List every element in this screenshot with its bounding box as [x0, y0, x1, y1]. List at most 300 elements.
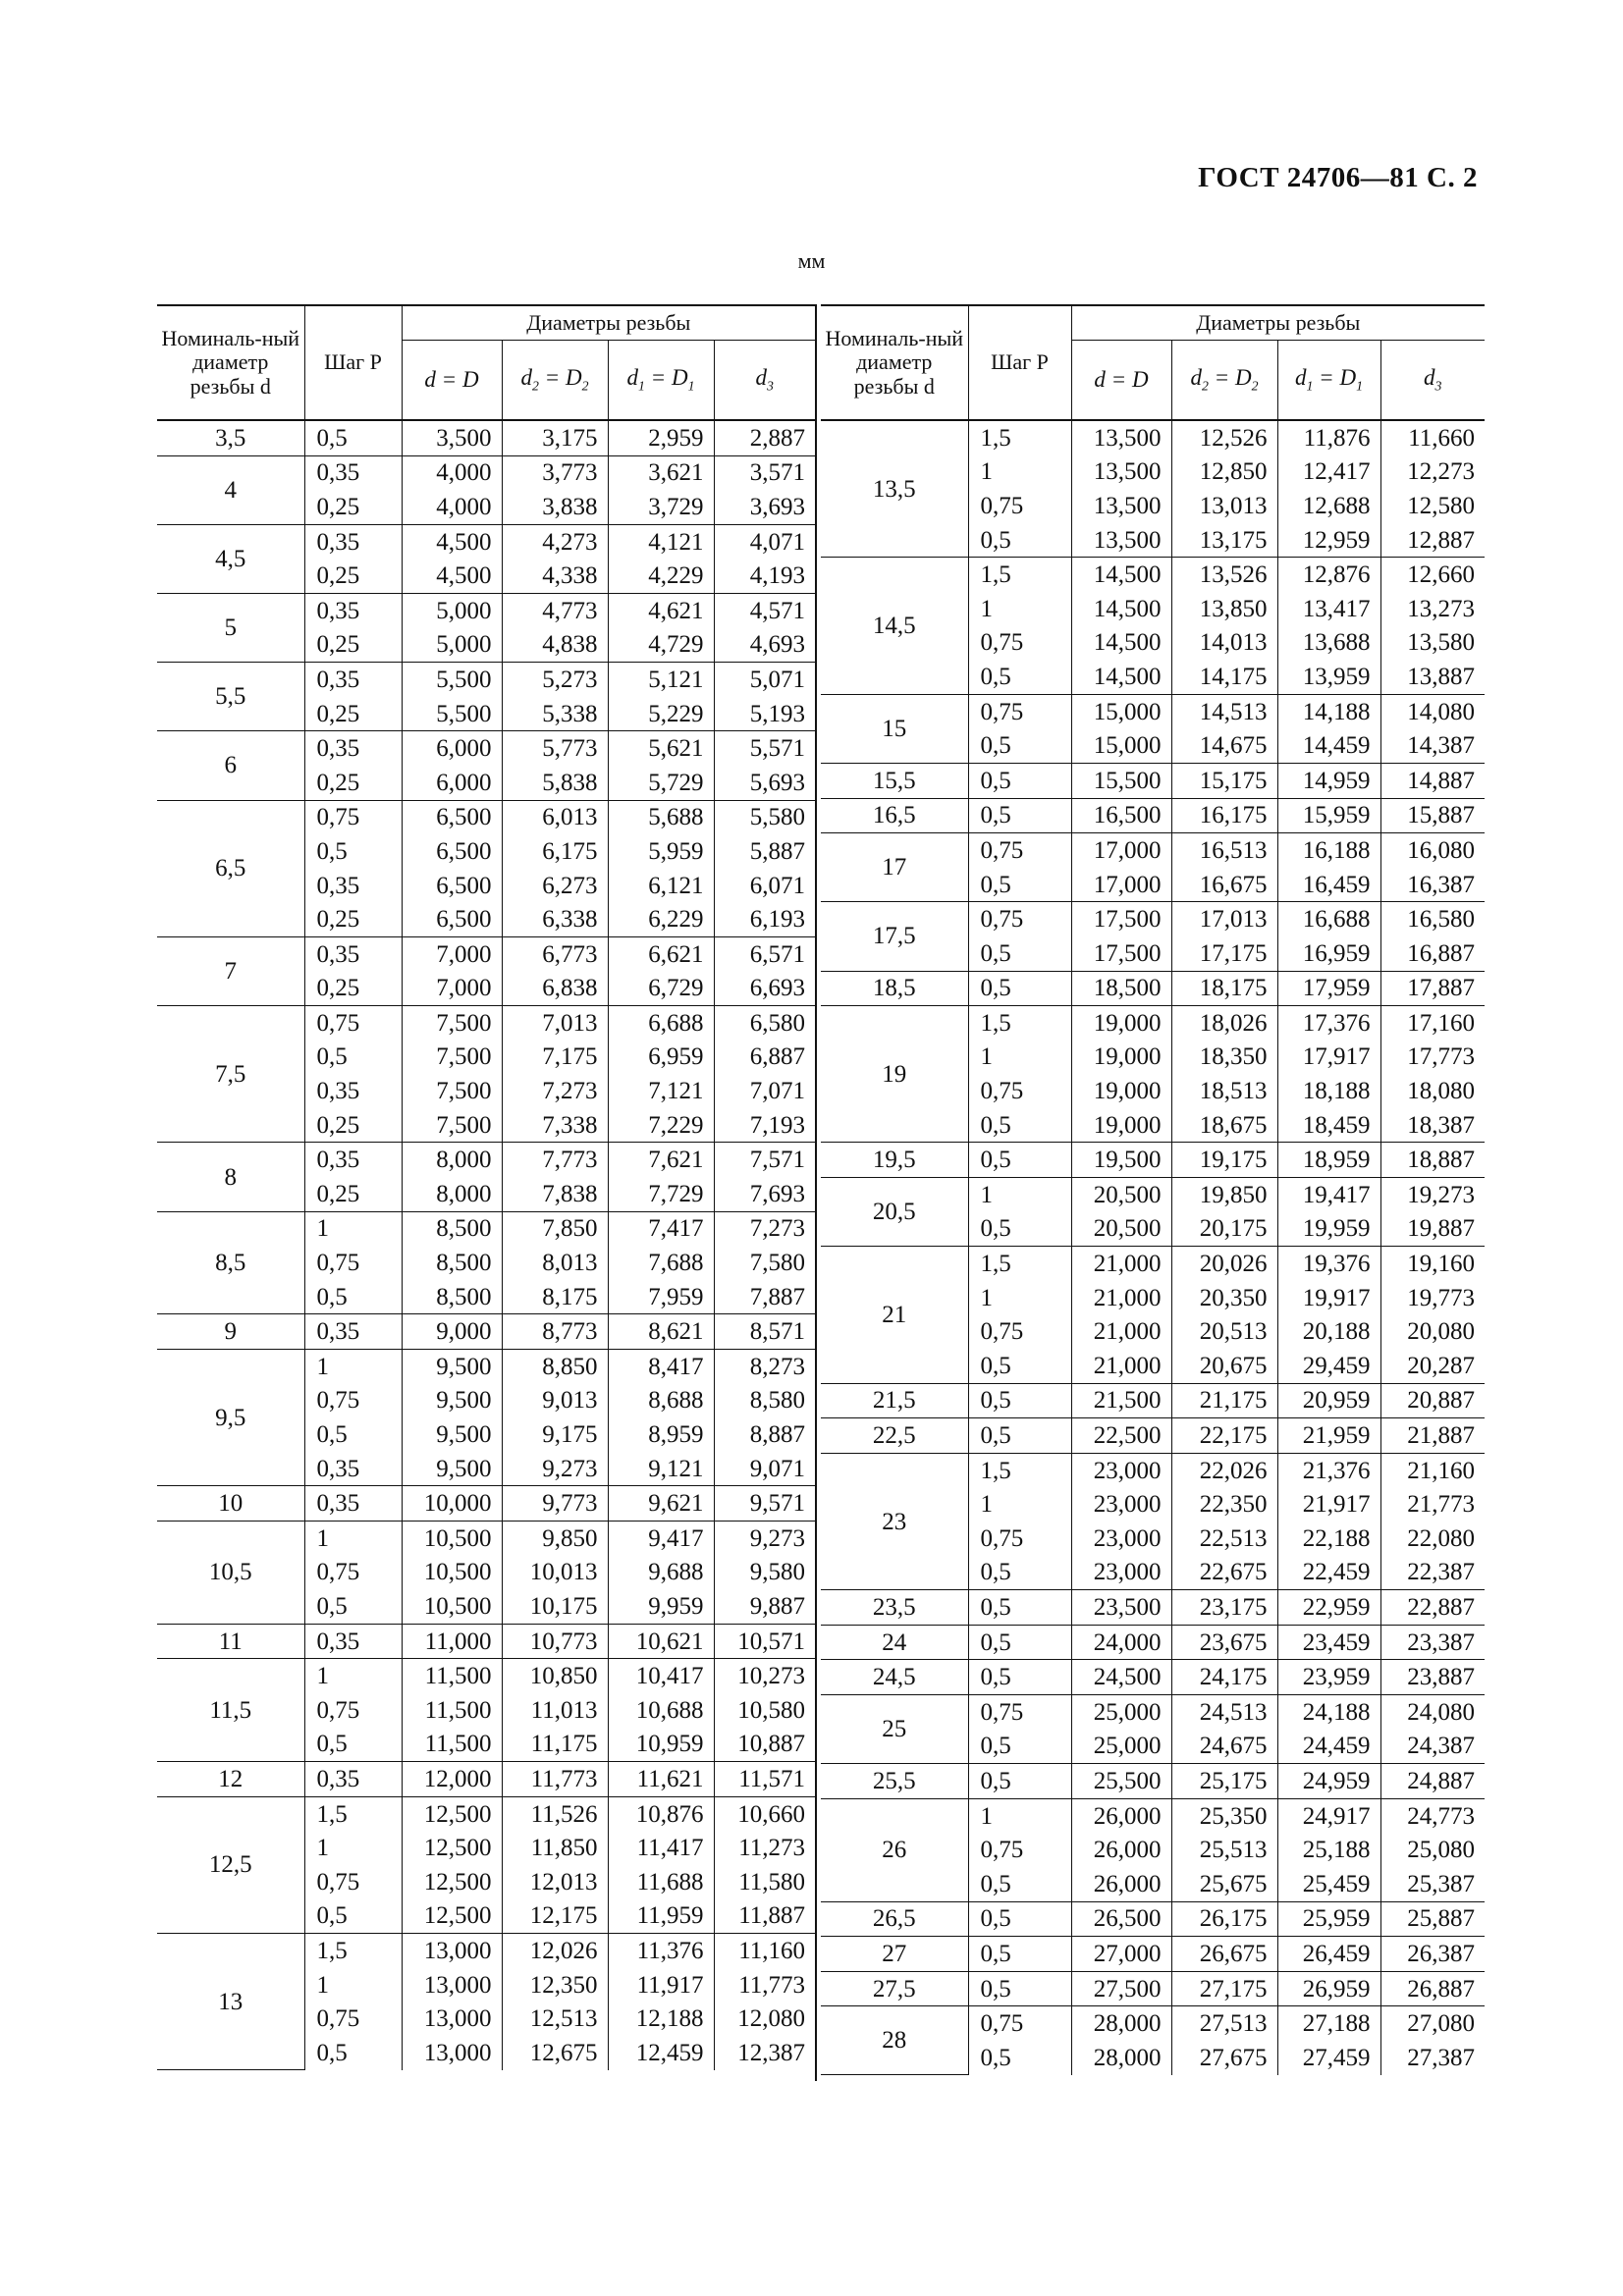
- d-cell: 8,000: [402, 1143, 502, 1177]
- pitch-cell: 0,5: [968, 1212, 1071, 1247]
- pitch-cell: 0,35: [304, 869, 402, 903]
- d2-cell: 11,850: [502, 1831, 608, 1865]
- d1-cell: 23,959: [1277, 1660, 1380, 1695]
- pitch-cell: 0,35: [304, 1314, 402, 1350]
- d2-cell: 12,026: [502, 1934, 608, 1968]
- d-cell: 8,500: [402, 1211, 502, 1246]
- d-cell: 20,500: [1071, 1212, 1171, 1247]
- d2-cell: 13,013: [1171, 489, 1277, 523]
- d-cell: 7,000: [402, 972, 502, 1006]
- table-row: [157, 1211, 815, 1246]
- pitch-cell: 0,5: [968, 763, 1071, 798]
- d3-cell: 7,071: [749, 1078, 806, 1105]
- table-row: [157, 1314, 815, 1350]
- d3-cell: 21,160: [1380, 1453, 1485, 1487]
- pitch-cell: 0,75: [968, 1833, 1071, 1867]
- d-cell: 5,500: [402, 663, 502, 697]
- pitch-cell: 0,25: [304, 628, 402, 663]
- d-cell: 11,500: [402, 1728, 502, 1762]
- table-row: [157, 1796, 815, 1831]
- d1-cell: 25,188: [1277, 1833, 1380, 1867]
- table-row: [157, 936, 815, 971]
- d3-cell: 27,387: [1407, 2044, 1476, 2071]
- col-header-nominal: Номиналь-ный диаметр резьбы d: [821, 305, 968, 420]
- table-row: [157, 1350, 815, 1384]
- d-cell: 11,500: [402, 1659, 502, 1693]
- d2-cell: 5,773: [502, 731, 608, 766]
- pitch-cell: 1,5: [968, 1247, 1071, 1281]
- d-cell: 15,000: [1071, 728, 1171, 763]
- pitch-cell: 0,25: [304, 697, 402, 731]
- d2-cell: 10,850: [502, 1659, 608, 1693]
- d-cell: 12,000: [402, 1762, 502, 1797]
- d-cell: 13,500: [1071, 523, 1171, 558]
- nominal-diameter-cell: 10,5: [157, 1522, 304, 1625]
- pitch-cell: 0,5: [968, 1625, 1071, 1660]
- nominal-diameter-cell: 6: [157, 731, 304, 800]
- d1-cell: 6,229: [608, 902, 714, 936]
- pitch-cell: 0,35: [304, 524, 402, 559]
- d1-cell: 11,417: [608, 1831, 714, 1865]
- pitch-cell: 0,75: [968, 1522, 1071, 1556]
- pitch-cell: 0,25: [304, 972, 402, 1006]
- d2-cell: 8,013: [502, 1246, 608, 1280]
- d3-cell: 8,273: [714, 1350, 815, 1384]
- d2-cell: 8,850: [502, 1350, 608, 1384]
- col-header-diameters: Диаметры резьбы: [402, 305, 815, 341]
- d-cell: 12,500: [402, 1899, 502, 1934]
- d3-cell: 19,160: [1380, 1247, 1485, 1281]
- pitch-cell: 0,5: [968, 1418, 1071, 1454]
- d1-cell: 13,959: [1277, 660, 1380, 694]
- d3-cell: 13,887: [1407, 663, 1476, 690]
- d2-cell: 6,273: [502, 869, 608, 903]
- d1-cell: 7,621: [608, 1143, 714, 1177]
- pitch-cell: 0,5: [304, 834, 402, 869]
- d-cell: 13,500: [1071, 420, 1171, 455]
- d2-cell: 27,675: [1171, 2041, 1277, 2075]
- d-cell: 21,000: [1071, 1247, 1171, 1281]
- d1-cell: 6,121: [608, 869, 714, 903]
- d1-cell: 14,459: [1277, 728, 1380, 763]
- nominal-diameter-cell: 12: [157, 1762, 304, 1797]
- d2-cell: 9,013: [502, 1384, 608, 1418]
- table-row: [157, 1486, 815, 1522]
- table-right-body: [821, 420, 1485, 2075]
- pitch-cell: 0,75: [968, 2006, 1071, 2041]
- nominal-diameter-cell: 11,5: [157, 1659, 304, 1762]
- d2-cell: 12,675: [502, 2036, 608, 2070]
- table-row: [821, 1901, 1485, 1937]
- d-cell: 8,500: [402, 1280, 502, 1314]
- d3-cell: 7,887: [749, 1283, 806, 1310]
- d3-cell: 7,693: [749, 1180, 806, 1207]
- d3-cell: 5,193: [749, 700, 806, 727]
- d1-cell: 25,959: [1277, 1901, 1380, 1937]
- d2-cell: 12,175: [502, 1899, 608, 1934]
- d3-cell: 20,287: [1407, 1352, 1476, 1379]
- d-cell: 13,000: [402, 2002, 502, 2036]
- pitch-cell: 0,5: [968, 1143, 1071, 1178]
- d3-cell: 8,580: [749, 1387, 806, 1415]
- d1-cell: 17,376: [1277, 1006, 1380, 1041]
- d2-cell: 7,273: [502, 1074, 608, 1108]
- d3-cell: 19,773: [1407, 1284, 1476, 1311]
- d-cell: 10,500: [402, 1556, 502, 1590]
- d1-cell: 4,229: [608, 559, 714, 593]
- table-row: [821, 1764, 1485, 1799]
- nominal-diameter-cell: 7: [157, 936, 304, 1005]
- d1-cell: 9,121: [608, 1452, 714, 1486]
- d-cell: 24,000: [1071, 1625, 1171, 1660]
- pitch-cell: 0,75: [968, 694, 1071, 728]
- pitch-cell: 0,5: [968, 1764, 1071, 1799]
- pitch-cell: 1: [304, 1831, 402, 1865]
- pitch-cell: 0,5: [968, 1590, 1071, 1626]
- pitch-cell: 0,35: [304, 1624, 402, 1659]
- pitch-cell: 0,5: [304, 1417, 402, 1452]
- d1-cell: 8,417: [608, 1350, 714, 1384]
- d-cell: 26,000: [1071, 1798, 1171, 1833]
- pitch-cell: 0,75: [304, 1556, 402, 1590]
- d3-cell: 6,071: [749, 872, 806, 899]
- d2-cell: 12,526: [1171, 420, 1277, 455]
- d1-cell: 9,959: [608, 1589, 714, 1624]
- d2-cell: 6,838: [502, 972, 608, 1006]
- d1-cell: 8,688: [608, 1384, 714, 1418]
- d-cell: 6,500: [402, 800, 502, 834]
- d3-cell: 16,080: [1380, 833, 1485, 868]
- nominal-diameter-cell: 19: [821, 1006, 968, 1143]
- d2-cell: 12,350: [502, 1968, 608, 2002]
- pitch-cell: 1: [304, 1659, 402, 1693]
- d-cell: 12,500: [402, 1796, 502, 1831]
- table-row: [821, 2006, 1485, 2041]
- thread-table-left: [157, 304, 815, 2070]
- d1-cell: 24,959: [1277, 1764, 1380, 1799]
- pitch-cell: 0,75: [304, 1006, 402, 1041]
- pitch-cell: 0,5: [968, 2041, 1071, 2075]
- nominal-diameter-cell: 25,5: [821, 1764, 968, 1799]
- d2-cell: 7,773: [502, 1143, 608, 1177]
- d3-cell: 11,773: [738, 1971, 806, 1999]
- d3-cell: 11,660: [1380, 420, 1485, 455]
- d3-cell: 23,387: [1380, 1625, 1485, 1660]
- d-cell: 15,000: [1071, 694, 1171, 728]
- d3-cell: 7,571: [714, 1143, 815, 1177]
- d2-cell: 20,175: [1171, 1212, 1277, 1247]
- pitch-cell: 0,5: [968, 1660, 1071, 1695]
- pitch-cell: 0,5: [968, 798, 1071, 833]
- pitch-cell: 0,35: [304, 731, 402, 766]
- d-cell: 17,000: [1071, 833, 1171, 868]
- d1-cell: 13,688: [1277, 626, 1380, 661]
- d2-cell: 16,175: [1171, 798, 1277, 833]
- d-cell: 11,000: [402, 1624, 502, 1659]
- d3-cell: 25,887: [1380, 1901, 1485, 1937]
- d2-cell: 14,175: [1171, 660, 1277, 694]
- d3-cell: 17,773: [1407, 1043, 1476, 1071]
- nominal-diameter-cell: 20,5: [821, 1178, 968, 1247]
- d1-cell: 7,417: [608, 1211, 714, 1246]
- pitch-cell: 0,75: [304, 1246, 402, 1280]
- pitch-cell: 1: [968, 1487, 1071, 1522]
- pitch-cell: 0,75: [304, 800, 402, 834]
- pitch-cell: 0,75: [304, 2002, 402, 2036]
- pitch-cell: 1,5: [968, 1006, 1071, 1041]
- pitch-cell: 0,75: [968, 1694, 1071, 1729]
- d2-cell: 9,175: [502, 1417, 608, 1452]
- d-cell: 11,500: [402, 1693, 502, 1728]
- nominal-diameter-cell: 19,5: [821, 1143, 968, 1178]
- nominal-diameter-cell: 7,5: [157, 1006, 304, 1143]
- d2-cell: 18,675: [1171, 1108, 1277, 1143]
- d-cell: 5,000: [402, 593, 502, 627]
- pitch-cell: 0,5: [968, 1383, 1071, 1418]
- d2-cell: 6,338: [502, 902, 608, 936]
- d-cell: 23,500: [1071, 1590, 1171, 1626]
- d1-cell: 7,121: [608, 1074, 714, 1108]
- d1-cell: 21,959: [1277, 1418, 1380, 1454]
- pitch-cell: 0,35: [304, 455, 402, 490]
- d2-cell: 26,675: [1171, 1937, 1277, 1972]
- d-cell: 24,500: [1071, 1660, 1171, 1695]
- d3-cell: 12,887: [1407, 526, 1476, 554]
- d1-cell: 24,188: [1277, 1694, 1380, 1729]
- table-row: [157, 1006, 815, 1041]
- nominal-diameter-cell: 26: [821, 1798, 968, 1901]
- pitch-cell: 0,35: [304, 1143, 402, 1177]
- table-right: [821, 304, 1485, 2071]
- d2-cell: 23,175: [1171, 1590, 1277, 1626]
- table-row: [821, 1798, 1485, 1833]
- d1-cell: 18,188: [1277, 1074, 1380, 1108]
- d1-cell: 16,688: [1277, 902, 1380, 936]
- d1-cell: 15,959: [1277, 798, 1380, 833]
- pitch-cell: 0,5: [304, 1589, 402, 1624]
- d3-cell: 12,660: [1380, 558, 1485, 592]
- pitch-cell: 0,5: [968, 523, 1071, 558]
- pitch-cell: 1: [968, 455, 1071, 490]
- d3-cell: 11,887: [738, 1902, 806, 1930]
- d1-cell: 7,688: [608, 1246, 714, 1280]
- d-cell: 19,000: [1071, 1074, 1171, 1108]
- pitch-cell: 0,5: [968, 728, 1071, 763]
- d3-cell: 2,887: [714, 420, 815, 455]
- d3-cell: 26,387: [1380, 1937, 1485, 1972]
- d2-cell: 8,773: [502, 1314, 608, 1350]
- d1-cell: 9,417: [608, 1522, 714, 1556]
- table-row: [821, 1660, 1485, 1695]
- nominal-diameter-cell: 9,5: [157, 1350, 304, 1486]
- d2-cell: 22,513: [1171, 1522, 1277, 1556]
- d-cell: 7,000: [402, 936, 502, 971]
- d-cell: 6,500: [402, 869, 502, 903]
- d2-cell: 7,175: [502, 1041, 608, 1075]
- d2-cell: 12,013: [502, 1865, 608, 1899]
- pitch-cell: 1: [304, 1522, 402, 1556]
- d2-cell: 13,850: [1171, 592, 1277, 626]
- table-row: [157, 524, 815, 559]
- d3-cell: 17,887: [1380, 971, 1485, 1006]
- d1-cell: 4,121: [608, 524, 714, 559]
- d3-cell: 20,887: [1380, 1383, 1485, 1418]
- d3-cell: 10,887: [737, 1731, 806, 1758]
- d3-cell: 11,273: [738, 1835, 806, 1862]
- d2-cell: 26,175: [1171, 1901, 1277, 1937]
- d1-cell: 26,459: [1277, 1937, 1380, 1972]
- table-row: [821, 1178, 1485, 1212]
- d3-cell: 17,160: [1380, 1006, 1485, 1041]
- d-cell: 28,000: [1071, 2006, 1171, 2041]
- d2-cell: 23,675: [1171, 1625, 1277, 1660]
- d3-cell: 5,887: [749, 837, 806, 865]
- d1-cell: 10,688: [608, 1693, 714, 1728]
- d1-cell: 19,417: [1277, 1178, 1380, 1212]
- d1-cell: 17,917: [1277, 1041, 1380, 1075]
- d1-cell: 10,621: [608, 1624, 714, 1659]
- d3-cell: 5,071: [714, 663, 815, 697]
- d1-cell: 11,688: [608, 1865, 714, 1899]
- d1-cell: 20,959: [1277, 1383, 1380, 1418]
- d3-cell: 14,887: [1380, 763, 1485, 798]
- d3-cell: 4,193: [749, 562, 806, 590]
- pitch-cell: 0,75: [304, 1865, 402, 1899]
- d1-cell: 27,188: [1277, 2006, 1380, 2041]
- d3-cell: 18,887: [1380, 1143, 1485, 1178]
- d1-cell: 12,959: [1277, 523, 1380, 558]
- d3-cell: 10,660: [714, 1796, 815, 1831]
- pitch-cell: 1,5: [304, 1796, 402, 1831]
- d2-cell: 13,175: [1171, 523, 1277, 558]
- col-header-d2: $d_2 = D_2$: [1171, 341, 1277, 421]
- pitch-cell: 0,5: [968, 1349, 1071, 1383]
- d-cell: 19,000: [1071, 1041, 1171, 1075]
- d2-cell: 3,773: [502, 455, 608, 490]
- d1-cell: 26,959: [1277, 1971, 1380, 2006]
- pitch-cell: 1: [304, 1968, 402, 2002]
- pitch-cell: 0,35: [304, 1762, 402, 1797]
- d3-cell: 3,571: [714, 455, 815, 490]
- d3-cell: 10,580: [737, 1696, 806, 1724]
- d3-cell: 22,887: [1380, 1590, 1485, 1626]
- d1-cell: 11,621: [608, 1762, 714, 1797]
- d1-cell: 6,621: [608, 936, 714, 971]
- d2-cell: 6,013: [502, 800, 608, 834]
- nominal-diameter-cell: 17: [821, 833, 968, 902]
- col-header-d: d = D: [402, 341, 502, 421]
- pitch-cell: 0,75: [304, 1384, 402, 1418]
- d1-cell: 29,459: [1277, 1349, 1380, 1383]
- d1-cell: 12,688: [1277, 489, 1380, 523]
- d1-cell: 11,959: [608, 1899, 714, 1934]
- d1-cell: 7,229: [608, 1108, 714, 1143]
- d3-cell: 9,571: [714, 1486, 815, 1522]
- pitch-cell: 1: [304, 1211, 402, 1246]
- d1-cell: 5,959: [608, 834, 714, 869]
- pitch-cell: 0,25: [304, 1108, 402, 1143]
- pitch-cell: 1,5: [968, 420, 1071, 455]
- d2-cell: 15,175: [1171, 763, 1277, 798]
- d-cell: 19,000: [1071, 1108, 1171, 1143]
- d3-cell: 12,387: [737, 2039, 806, 2066]
- table-row: [157, 1762, 815, 1797]
- d-cell: 14,500: [1071, 592, 1171, 626]
- d-cell: 23,000: [1071, 1453, 1171, 1487]
- d1-cell: 6,688: [608, 1006, 714, 1041]
- pitch-cell: 0,5: [968, 971, 1071, 1006]
- d1-cell: 10,876: [608, 1796, 714, 1831]
- d1-cell: 12,188: [608, 2002, 714, 2036]
- d1-cell: 6,959: [608, 1041, 714, 1075]
- d1-cell: 17,959: [1277, 971, 1380, 1006]
- d-cell: 4,000: [402, 455, 502, 490]
- d2-cell: 5,838: [502, 766, 608, 800]
- d2-cell: 20,350: [1171, 1281, 1277, 1315]
- d-cell: 23,000: [1071, 1556, 1171, 1590]
- d2-cell: 24,675: [1171, 1730, 1277, 1764]
- pitch-cell: 0,75: [968, 902, 1071, 936]
- nominal-diameter-cell: 26,5: [821, 1901, 968, 1937]
- d3-cell: 11,580: [738, 1868, 806, 1896]
- pitch-cell: 0,5: [304, 1041, 402, 1075]
- pitch-cell: 0,75: [968, 489, 1071, 523]
- d2-cell: 4,838: [502, 628, 608, 663]
- d2-cell: 22,026: [1171, 1453, 1277, 1487]
- pitch-cell: 0,35: [304, 1486, 402, 1522]
- d1-cell: 16,188: [1277, 833, 1380, 868]
- d3-cell: 24,887: [1380, 1764, 1485, 1799]
- pitch-cell: 0,5: [968, 1556, 1071, 1590]
- table-row: [821, 1453, 1485, 1487]
- d-cell: 28,000: [1071, 2041, 1171, 2075]
- d1-cell: 8,959: [608, 1417, 714, 1452]
- d-cell: 13,500: [1071, 489, 1171, 523]
- d-cell: 19,500: [1071, 1143, 1171, 1178]
- col-header-d1: $d_1 = D_1$: [608, 341, 714, 421]
- d-cell: 23,000: [1071, 1487, 1171, 1522]
- d3-cell: 10,571: [714, 1624, 815, 1659]
- d2-cell: 18,026: [1171, 1006, 1277, 1041]
- d3-cell: 13,273: [1407, 595, 1476, 622]
- nominal-diameter-cell: 21: [821, 1247, 968, 1383]
- table-row: [821, 1694, 1485, 1729]
- d2-cell: 9,850: [502, 1522, 608, 1556]
- d2-cell: 11,526: [502, 1796, 608, 1831]
- d2-cell: 4,273: [502, 524, 608, 559]
- d1-cell: 8,621: [608, 1314, 714, 1350]
- d3-cell: 12,580: [1407, 492, 1476, 519]
- table-row: [157, 663, 815, 697]
- d-cell: 25,000: [1071, 1730, 1171, 1764]
- d-cell: 17,500: [1071, 936, 1171, 971]
- d1-cell: 5,729: [608, 766, 714, 800]
- d2-cell: 3,175: [502, 420, 608, 455]
- d-cell: 9,500: [402, 1452, 502, 1486]
- d2-cell: 24,175: [1171, 1660, 1277, 1695]
- d3-cell: 3,693: [749, 493, 806, 520]
- pitch-cell: 0,75: [968, 1074, 1071, 1108]
- d2-cell: 8,175: [502, 1280, 608, 1314]
- pitch-cell: 0,35: [304, 663, 402, 697]
- d-cell: 20,500: [1071, 1178, 1171, 1212]
- d-cell: 7,500: [402, 1074, 502, 1108]
- d3-cell: 4,071: [714, 524, 815, 559]
- d1-cell: 24,459: [1277, 1730, 1380, 1764]
- page-header: ГОСТ 24706—81 С. 2: [1198, 162, 1478, 193]
- d-cell: 25,000: [1071, 1694, 1171, 1729]
- pitch-cell: 0,5: [968, 1108, 1071, 1143]
